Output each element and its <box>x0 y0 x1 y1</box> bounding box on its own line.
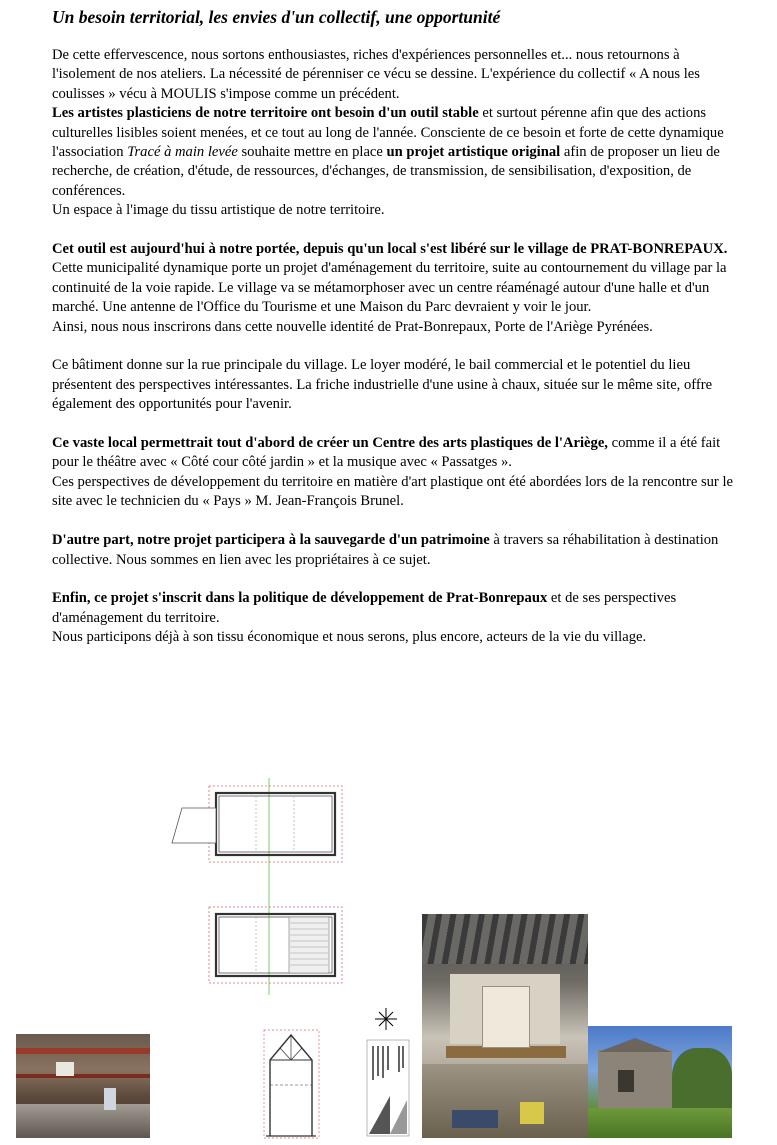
p1-text-c: et surtout pérenne afin que des actions culturelles lisibles soient menées, et ce tout au long de l'année. Consciente de ce besoin et forte de cette dynamique l'association <box>52 105 724 161</box>
north-compass-icon <box>375 1008 397 1030</box>
p6-text-b: Nous participons déjà à son tissu économique et nous serons, plus encore, acteurs de la vie du village. <box>52 629 647 646</box>
paragraph-6 <box>52 589 742 647</box>
p4-text-b: Ces perspectives de développement du territoire en matière d'art plastique ont été abordées lors de la rencontre sur le site avec le technicien du « Pays » M. Jean-François Brunel. <box>52 473 733 510</box>
p5-bold: D'autre part, notre projet participera à la sauvegarde d'un patrimoine <box>52 532 490 549</box>
page-title: Un besoin territorial, les envies d'un collectif, une opportunité <box>52 7 501 27</box>
p4-text-a: comme il a été fait pour le théâtre avec « Côté cour côté jardin » et la musique avec « Passatges ». <box>52 435 721 471</box>
paragraph-3: Ce bâtiment donne sur la rue principale du village. Le loyer modéré, le bail commercial et le potentiel du lieu présentent des perspectives intéressantes. La friche industrielle d'une usine à chaux, située sur le même site, offre également des opportunités pour l'avenir. <box>52 357 713 413</box>
photo-exterior <box>588 1026 732 1138</box>
paragraph-4 <box>52 434 742 512</box>
p1-text-e: souhaite mettre en place <box>237 144 387 161</box>
paragraph-1 <box>52 46 742 221</box>
p1-bold-f: un projet artistique original <box>386 144 561 161</box>
p6-bold: Enfin, ce projet s'inscrit dans la politique de développement de Prat-Bonrepaux <box>52 590 548 607</box>
p2-text-b: Ainsi, nous nous inscrirons dans cette nouvelle identité de Prat-Bonrepaux, Porte de l'Ariège Pyrénées. <box>52 318 653 335</box>
plan-top <box>172 786 342 862</box>
paragraph-5 <box>52 531 742 570</box>
p1-bold-b: Les artistes plasticiens de notre territoire ont besoin d'un outil stable <box>52 105 479 122</box>
photo-interior-hall <box>422 914 588 1138</box>
p4-bold: Ce vaste local permettrait tout d'abord de créer un Centre des arts plastiques de l'Ariège, <box>52 435 608 452</box>
p6-text-a: et de ses perspectives d'aménagement du territoire. <box>52 590 677 626</box>
document-body <box>52 6 742 667</box>
p2-bold: Cet outil est aujourd'hui à notre portée, depuis qu'un local s'est libéré sur le village de PRAT-BONREPAUX. <box>52 241 728 258</box>
p1-text-g: afin de proposer un lieu de recherche, de création, d'étude, de ressources, d'échanges, de transmission, de sensibilisation, d'exposition, de conférences. <box>52 144 720 199</box>
p1-text-h: Un espace à l'image du tissu artistique de notre territoire. <box>52 202 385 219</box>
photo-interior-left <box>16 1034 150 1138</box>
plan-middle <box>209 907 342 983</box>
plan-title-block <box>367 1040 409 1136</box>
paragraph-2 <box>52 240 742 337</box>
p1-text-a: De cette effervescence, nous sortons enthousiastes, riches d'expériences personnelles et... nous retournons à l'isolement de nos ateliers. La nécessité de pérenniser ce vécu se dessine. L'expérience du collectif « A nous les coulisses » vécu à MOULIS s'impose comme un précédent. <box>52 47 700 102</box>
p2-text-a: Cette municipalité dynamique porte un projet d'aménagement du territoire, suite au contournement du village par la continuité de la voie rapide. Le village va se métamorphoser avec un centre réaménagé autour d'une halle et d'un marché. Une antenne de l'Office du Tourisme et une Maison du Parc devraient y voir le jour. <box>52 260 727 316</box>
p1-italic-d: Tracé à main levée <box>127 144 238 161</box>
building-section <box>264 1030 319 1138</box>
p5-text-a: à travers sa réhabilitation à destination collective. Nous sommes en lien avec les propriétaires à ce sujet. <box>52 532 719 568</box>
